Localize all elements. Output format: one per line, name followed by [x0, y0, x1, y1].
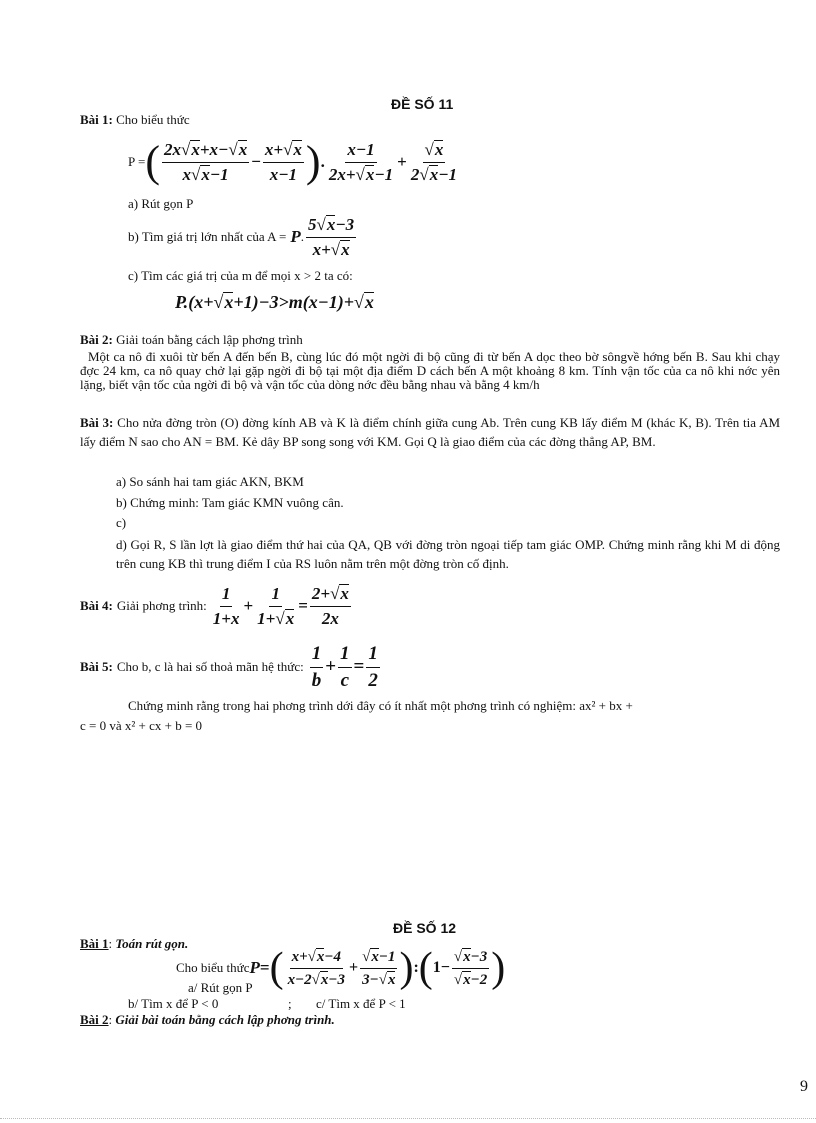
bai1-line: [80, 112, 190, 128]
fraction-1: $\frac{2x√x+x-√x}{x√x-1}$: [164, 139, 248, 184]
bai2-line: [80, 332, 303, 348]
bai3-label: Bài 3:: [80, 415, 114, 430]
exam12-bai1-line: Bài 1: Toán rút gọn.: [80, 936, 189, 951]
bai4-label: Bài 4:: [80, 598, 113, 613]
exam12-bai2-label: Bài 2: [80, 1012, 109, 1027]
left-paren: (: [145, 137, 160, 186]
right-paren: ): [305, 137, 321, 186]
bai3-block: [80, 413, 780, 451]
bai1-expression-P: P = ( $\frac{2x√x+x-√x}{x√x-1}$ − $\frac{x+√x}{x-1}$ ) . $\frac{x-1}{2x+√x-1}$ + $\frac{√x}{2√x-1}$: [128, 137, 457, 186]
bai5-text1: Chứng minh rằng trong hai phơng trình dới đây có ít nhất một phơng trình có nghiệm: ax² + bx +: [128, 698, 633, 713]
exam12-bai2-heading: Giải bài toán bằng cách lập phơng trình.: [115, 1012, 335, 1027]
bai5-intro: Cho b, c là hai số thoả mãn hệ thức:: [116, 659, 304, 674]
fraction-4: $\frac{√x}{2√x-1}$: [410, 139, 457, 184]
exam12-bai1-a: a/ Rút gọn P: [188, 980, 253, 995]
exam12-fraction-1: $\frac{x+√x-4}{x-2√x-3}$: [287, 948, 345, 988]
bai3-b: b) Chứng minh: Tam giác KMN vuông cân.: [116, 495, 344, 510]
bai5-fraction-3: $\frac{1}{2}$: [368, 642, 378, 691]
exam12-fraction-2: $\frac{√x-1}{3-√x}$: [362, 948, 396, 988]
bai1-a: a) Rút gọn P: [128, 196, 194, 211]
exam12-fraction-3: $\frac{√x-3}{√x-2}$: [453, 948, 488, 988]
exam12-bai1-label: Bài 1: [80, 936, 109, 951]
exam12-bai1-sep: ;: [288, 996, 292, 1011]
bai1-b-line: b) Tìm giá trị lớn nhất của A = P . $\frac{5√x-3}{x+√x}$: [128, 214, 355, 259]
bai1-c-inequality: P.(x+√x+1)−3>m(x−1)+√x: [175, 292, 374, 312]
fraction-A: $\frac{5√x-3}{x+√x}$: [308, 214, 355, 259]
bai2-text: Một ca nô đi xuôi từ bến A đến bến B, cùng lúc đó một ngời đi bộ cũng đi từ bến A dọc theo bờ sôngvề hớng bến B. Sau khi chạy đợc 24 km, ca nô quay chở lại gặp ngời đi bộ tại một địa điểm D cách bến A một khoảng 8 km. Tính vận tốc của ca nô khi nớc yên lặng, biết vận tốc của ngời đi bộ và vận tốc của dòng nớc đều bằng nhau và bằng 4 km/h: [80, 349, 780, 392]
bai5-fraction-2: $\frac{1}{c}$: [340, 642, 350, 691]
bai2-intro: Giải toán bằng cách lập phơng trình: [116, 332, 303, 347]
bai2-label: Bài 2:: [80, 332, 113, 347]
exam12-bai1-heading: Toán rút gọn.: [115, 936, 189, 951]
bai4-fraction-3: $\frac{2+√x}{2x}$: [311, 583, 349, 628]
bai5-text2: c = 0 và x² + cx + b = 0: [80, 718, 203, 733]
bai3-a: a) So sánh hai tam giác AKN, BKM: [116, 474, 304, 489]
exam12-expression-P: Cho biểu thức P = ( $\frac{x+√x-4}{x-2√x-3}$ + $\frac{√x-1}{3-√x}$ ) : ( 1− $\frac{√x-3}{√x-2}$ ): [176, 945, 506, 991]
exam12-title: ĐỀ SỐ 12: [393, 920, 457, 936]
bai3-d: d) Gọi R, S lần lợt là giao điểm thứ hai của QA, QB với đờng tròn ngoại tiếp tam giác OMP. Chứng minh rằng khi M di động trên cung KB thì trung điểm I của RS luôn nằm trên một đờng tròn cố định.: [116, 537, 780, 571]
bai1-label: Bài 1:: [80, 112, 113, 127]
p-label: P =: [128, 154, 146, 169]
fraction-3: $\frac{x-1}{2x+√x-1}$: [328, 139, 394, 184]
bai4-line: Bài 4: Giải phơng trình: $\frac{1}{1+x}$ + $\frac{1}{1+√x}$ = $\frac{2+√x}{2x}$: [80, 583, 349, 628]
exam12-bai1-c: c/ Tìm x để P < 1: [316, 996, 406, 1011]
bai4-fraction-1: $\frac{1}{1+x}$: [212, 583, 240, 628]
exam11-title: ĐỀ SỐ 11: [391, 96, 454, 112]
bai5-line: Bài 5: Cho b, c là hai số thoả mãn hệ thức: $\frac{1}{b}$ + $\frac{1}{c}$ = $\frac{1}{2}$: [80, 642, 378, 691]
exam12-bai1-intro: Cho biểu thức: [176, 960, 250, 975]
bai1-b: b) Tìm giá trị lớn nhất của A =: [128, 229, 287, 244]
exam12-bai1-b: b/ Tìm x để P < 0: [128, 996, 219, 1011]
bai4-fraction-2: $\frac{1}{1+√x}$: [257, 583, 295, 628]
bai4-intro: Giải phơng trình:: [116, 598, 207, 613]
fraction-2: $\frac{x+√x}{x-1}$: [264, 139, 302, 184]
bai5-label: Bài 5:: [80, 659, 113, 674]
bai1-c: c) Tìm các giá trị của m để mọi x > 2 ta có:: [128, 268, 353, 283]
bai5-fraction-1: $\frac{1}{b}$: [311, 642, 322, 691]
page-bottom-border: [0, 1118, 816, 1119]
bai3-c: c): [116, 515, 127, 530]
bai3-text: Cho nửa đờng tròn (O) đờng kính AB và K là điểm chính giữa cung Ab. Trên cung KB lấy điểm M (khác K, B). Trên tia AM lấy điểm N sao cho AN = BM. Kẻ dây BP song song với KM. Gọi Q là giao điểm của các đờng thẳng AP, BM.: [80, 415, 781, 449]
page-number: 9: [800, 1078, 808, 1095]
exam12-bai2-line: Bài 2: Giải bài toán bằng cách lập phơng trình.: [80, 1012, 335, 1027]
bai1-intro: Cho biểu thức: [116, 112, 190, 127]
